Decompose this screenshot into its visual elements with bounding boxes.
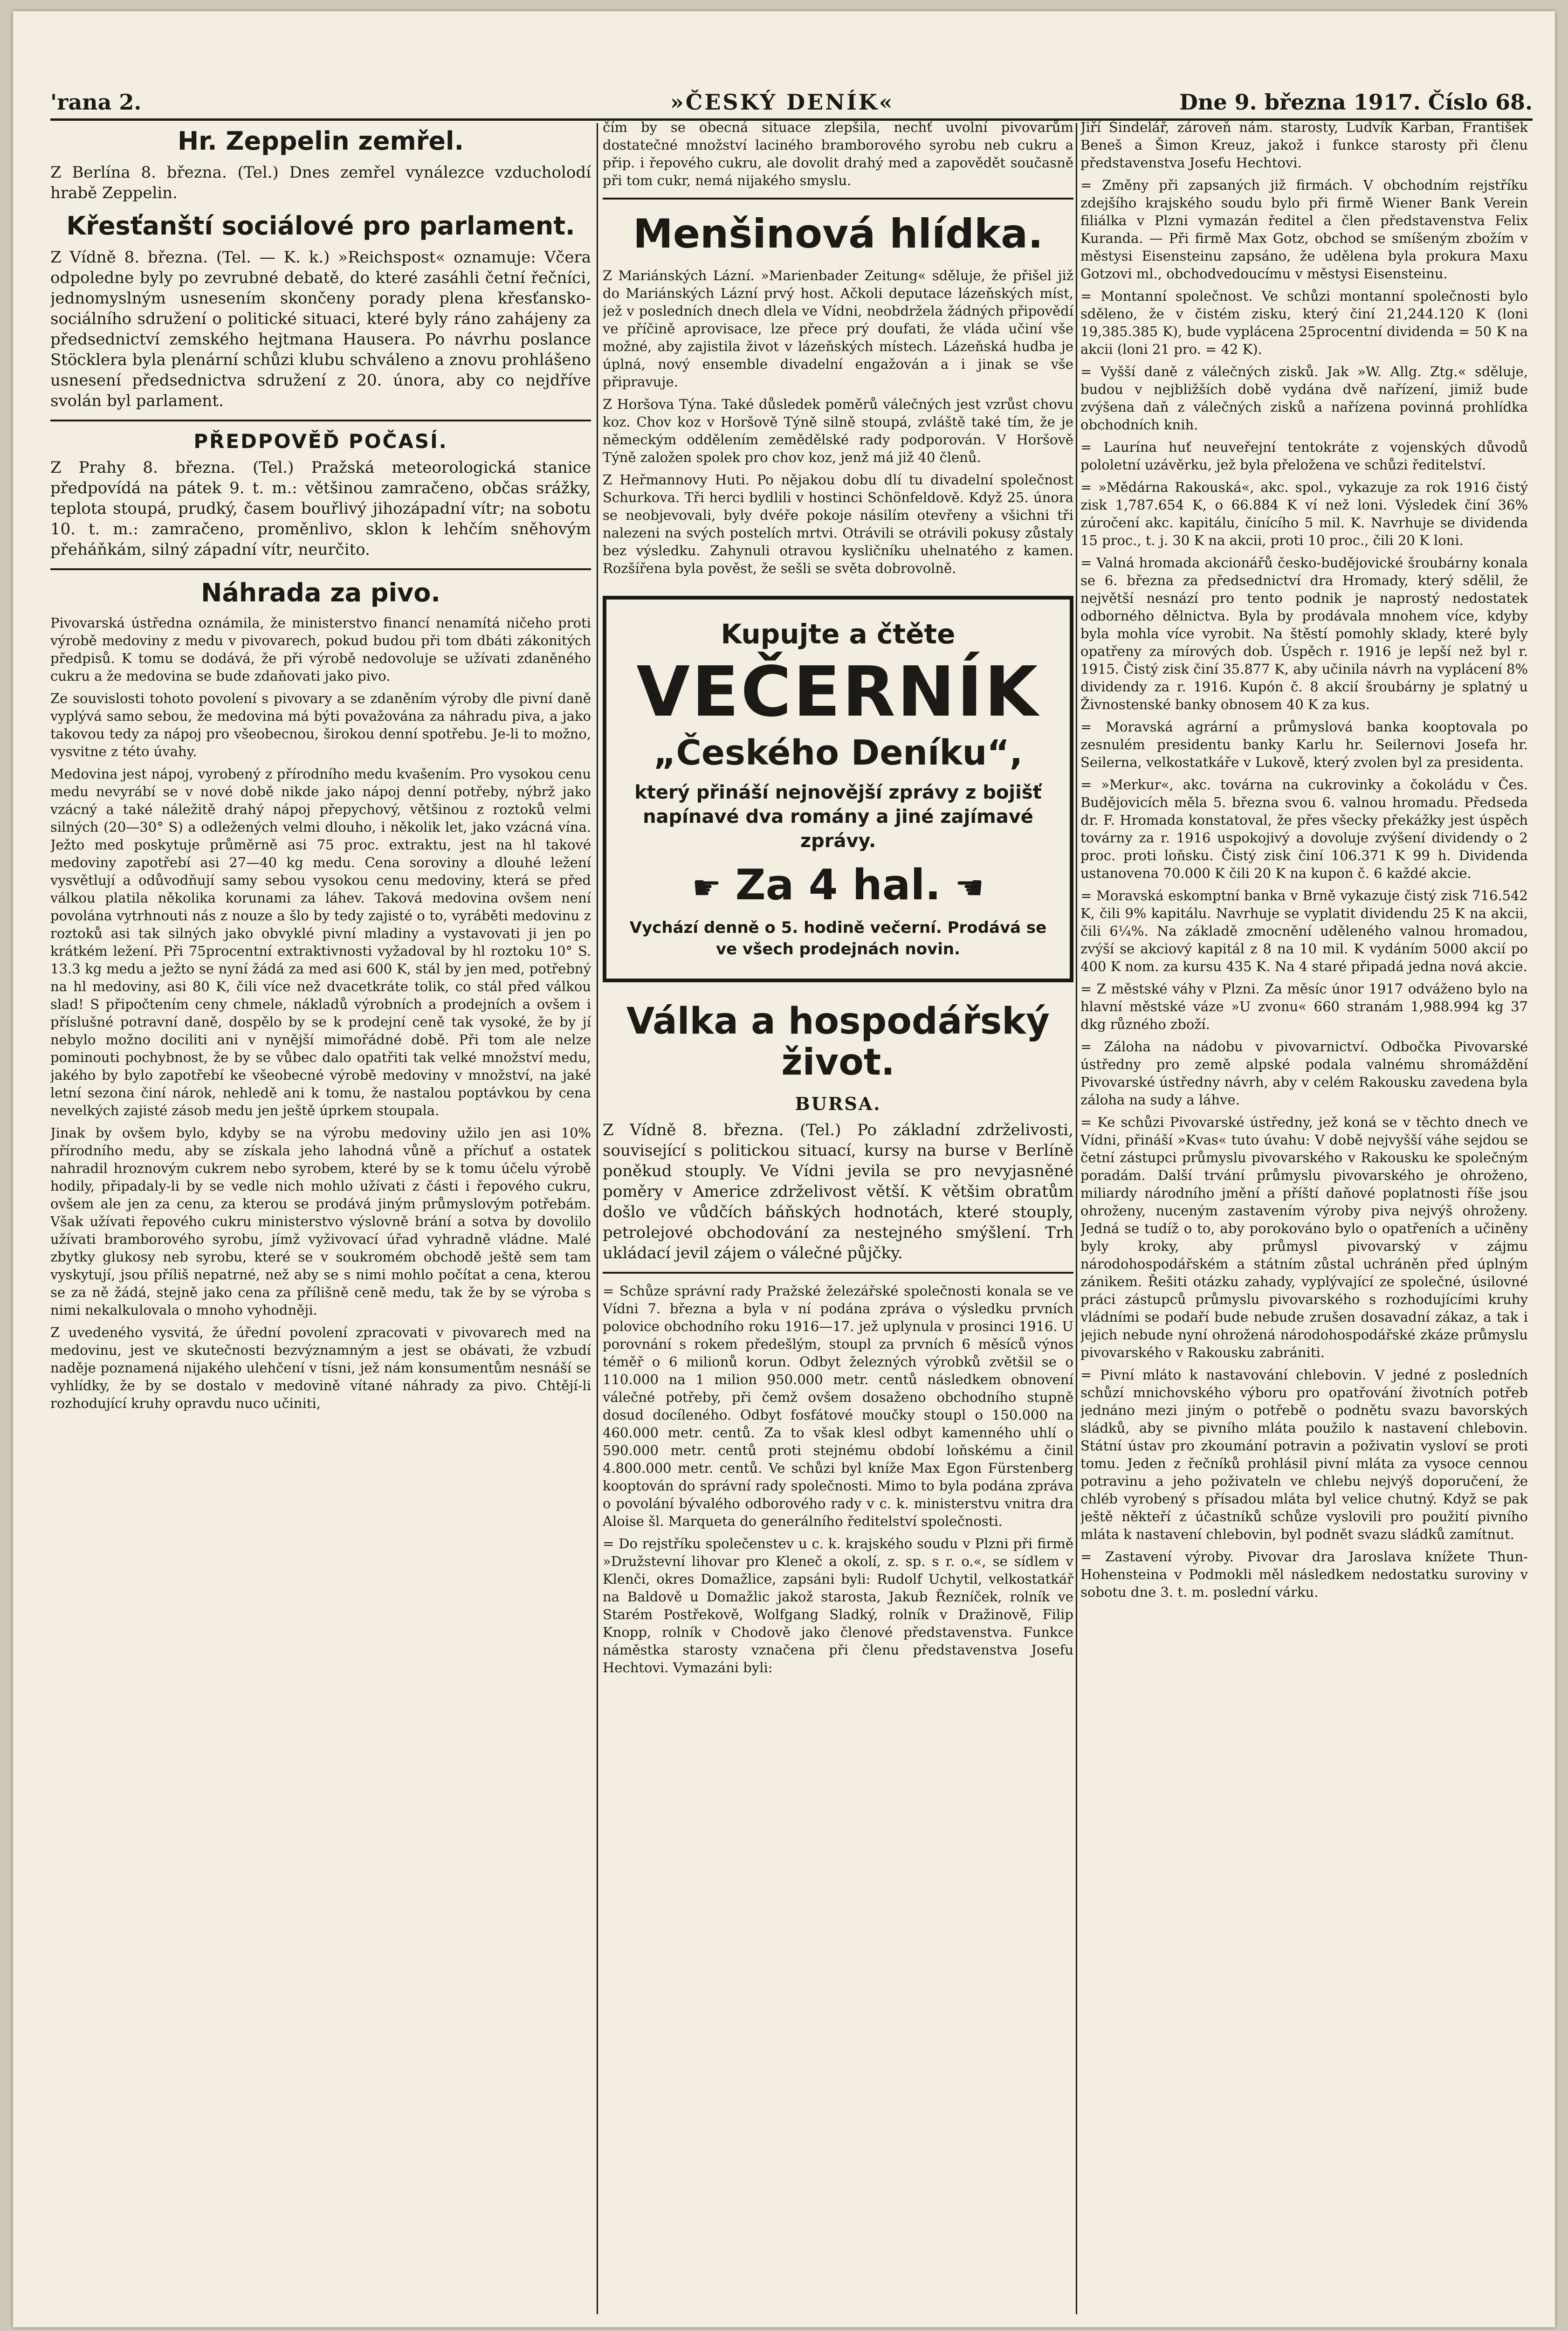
ad-line-vecernik: VEČERNÍK bbox=[636, 652, 1040, 732]
paragraph: = Vyšší daně z válečných zisků. Jak »W. Allg. Ztg.« sděluje, budou v nejbližších době vydána dvě nařízení, jimiž bude zvýšena daň z válečných zisků a nařízena povinná prohlídka obchodních knih. bbox=[1080, 364, 1528, 433]
issue-date: Dne 9. března 1917. Číslo 68. bbox=[1179, 90, 1533, 115]
paragraph: = Montanní společnost. Ve schůzi montanní společnosti bylo sděleno, že v čistém zisku, který činí 21,244.120 K (loni 19,385.385 K), bude vyplácena 25procentní dividenda = 50 K na akcii (loni 21 pro. = 42 K). bbox=[1080, 288, 1528, 357]
pointing-hand-left-icon: ☚ bbox=[955, 869, 984, 907]
paragraph: = Moravská agrární a průmyslová banka kooptovala po zesnulém presidentu banky Karlu hr. Seilernovi Josefa hr. Seilerna, velkostatkáře v Lukově, který zvolen byl za presidenta. bbox=[1080, 719, 1528, 770]
article-title-christian-socials: Křesťanští sociálové pro parlament. bbox=[66, 211, 575, 241]
newspaper-page bbox=[13, 11, 1555, 2327]
section-title-minority-watch: Menšinová hlídka. bbox=[633, 211, 1043, 257]
paragraph: Ze souvislosti tohoto povolení s pivovary a se zdaněním výroby dle pivní daně vyplývá samo sebou, že medovina má býti považována za náhradu piva, a jako takovou tedy za nápoj pro všeobecnou, širokou denní spotřebu. Je-li to možno, vysvitne z této úvahy. bbox=[50, 690, 591, 759]
paragraph: = Laurína huť neuveřejní tentokráte z vojenských důvodů pololetní uzávěrku, jež byla přeložena ve schůzi ředitelství. bbox=[1080, 439, 1528, 473]
article-title-weather: PŘEDPOVĚĎ POČASÍ. bbox=[193, 430, 448, 453]
paragraph: = Do rejstříku společenstev u c. k. krajského soudu v Plzni při firmě »Družstevní lihovar pro Kleneč a okolí, z. sp. s r. o.«, se sídlem v Klenči, okres Domažlice, zapsáni byli: Rudolf Uchytil, velkostatkář na Baldově u Domažlic jakož starosta, Jakub Řezníček, rolník ve Starém Postřekově, Wolfgang Sladký, rolník v Dražinově, Filip Knopp, rolník v Chodově jako členové představenstva. Funkce náměstka starosty vznačena při členu představenstva Josefu Hechtovi. Vymazáni byli: bbox=[603, 1536, 1073, 1676]
column-2 bbox=[603, 118, 1073, 2327]
paragraph: Z Mariánských Lázní. »Marienbader Zeitung« sděluje, že přišel již do Mariánských Lázní prvý host. Ačkoli deputace lázeňských míst, jež v posledních dnech dlela ve Vídni, neobdržela žádných připovědí ve příčině aprovisace, lze přece prý doufati, že vláda učiní vše možné, aby zajistila život v lázeňských místech. Lázeňská hudba je úplná, nový ensemble divadelní engažován a i jinak se vše připravuje. bbox=[603, 268, 1073, 390]
article-text-christian-socials: Z Vídně 8. března. (Tel. — K. k.) »Reichspost« oznamuje: Včera odpoledne byly po zevrubné debatě, do které zasáhli četní řečníci, jednomyslným usnesením skončeny porady plena křesťansko-sociálního sdružení o politické situaci, které byly ráno zahájeny za předsednictví zemského hejtmana Hausera. Po návrhu poslance Stöcklera byla plenární schůzi klubu schváleno a znovu prohlášeno usnesení předsednictva sdružení z 20. února, aby co nejdříve svolán byl parlament. bbox=[50, 248, 591, 410]
subsection-bursa: BURSA. bbox=[795, 1093, 881, 1114]
ad-line-price bbox=[620, 861, 1056, 910]
ad-price: Za 4 hal. bbox=[735, 861, 941, 910]
article-title-beer-substitute: Náhrada za pivo. bbox=[201, 578, 440, 607]
paragraph: = Ke schůzi Pivovarské ústředny, jež koná se v těchto dnech ve Vídni, přináší »Kvas« tuto úvahu: V době nejvyšší váhe sejdou se četní zástupci průmyslu pivovarského v Rakousku ke společným poradám. Další trvání průmyslu pivovarského je ohroženo, miliardy národního jmění a příští daňové poplatnosti říše jsou ohroženy, nuceným zastavením výroby piva nejvýš ohroženy. Jedná se tudíž o to, aby porokováno bylo o opatřeních a učiněny byly kroky, aby průmysl pivovarský v zájmu národohospodářském a státním zůstal uchráněn před úplným zánikem. Řešiti otázku zahady, vyplývající ze společné, úsilovné práci zástupců průmyslu pivovarského s rozhodujícími kruhy vládními se podaří bude nebude zrušen dosavadní zákaz, a tak i jejich nebude nyní ohrožená národohospodářské zkáze průmyslu pivovarského v Rakousku zabrániti. bbox=[1080, 1114, 1528, 1360]
paragraph: = Pivní mláto k nastavování chlebovin. V jedné z posledních schůzí mnichovského výboru pro opatřování životních potřeb jednáno mezi jiným o potřebě o podnětu svazu bavorských sládků, aby se pivního mláta použilo k nastavení chlebovin. Státní ústav pro zkoumání potravin a poživatin vysloví se proti tomu. Jeden z řečníků prohlásil pivní mláta za vysoce cennou potravinu a jeho poživateln ve chlebu nejvýš doporučení, že chléb vyrobený s přísadou mláta byl velice chutný. Když se pak ještě někteří z účastníků schůze vyslovili pro použití pivního mláta k nastavení chlebovin, byl podnět svazu sládků zamítnut. bbox=[1080, 1367, 1528, 1542]
article-text-zeppelin: Z Berlína 8. března. (Tel.) Dnes zemřel vynálezce vzducholodí hrabě Zeppelin. bbox=[50, 163, 591, 202]
separator bbox=[50, 420, 591, 421]
ad-line-publication-info: Vychází denně o 5. hodině večerní. Prodává se ve všech prodejnách novin. bbox=[629, 918, 1047, 959]
paragraph: = Zastavení výroby. Pivovar dra Jaroslava knížete Thun-Hohensteina v Podmokli měl následkem nedostatku suroviny v sobotu dne 3. t. m. poslední várku. bbox=[1080, 1549, 1528, 1600]
paragraph: = Záloha na nádobu v pivovarnictví. Odbočka Pivovarské ústředny pro země alpské podala valnému shromáždění Pivovarské ústředny návrh, aby v celém Rakousku zavedena byla záloha na sudy a láhve. bbox=[1080, 1039, 1528, 1108]
section-title-war-economy: Válka a hospodářský život. bbox=[626, 1000, 1050, 1083]
paragraph: Medovina jest nápoj, vyrobený z přírodního medu kvašením. Pro vysokou cenu medu nevyrábí se v nové době nikde jako nápoj denní potřeby, nýbrž jako vzácný a také náležitě drahý nápoj přepychový, většinou z roztoků velmi silných (20—30° S) a odležených velmi dlouho, i několik let, jako vzácná vína. Ježto med poskytuje průměrně asi 75 proc. extraktu, jest na hl takové medoviny zapotřebí asi 27—40 kg medu. Cena soroviny a dlouhé ležení vysvětlují a odůvodňují samy sebou vysokou cenu medoviny, která se před válkou platila několika korunami za láhev. Taková medovina ovšem není povolána vytrhnouti nás z nouze a šlo by tedy zajisté o to, vyráběti medovinu z roztoků asi tak silných jako obvyklé pivní mladiny a vystavovati ji jen po krátkém ležení. Při 75procentní extraktivnosti vyžadoval by hl roztoku 10° S. 13.3 kg medu a ježto se nyní žádá za med asi 600 K, stál by jen med, potřebný na hl medoviny, asi 80 K, čili více než dvacetkráte tolik, co stál před válkou slad! S připočtením ceny chmele, nákladů výrobních a prodejních a ovšem i příslušné potravní daně, dospělo by se k prodejní ceně tak vysoké, že by jí nebylo možno dociliti ani v nynější mimořádné době. Při tom ale nelze pominouti pochybnost, že by se vůbec dalo opatřiti tak velké množství medu, jakého by bylo zapotřebí ke všeobecné výrobě medoviny v množství, na jaké letní sezona činí nárok, nehledě ani k tomu, že nastalou poptávkou by cena nevelkých zajisté zásob medu jen ještě úprkem stoupala. bbox=[50, 766, 591, 1118]
continued-text: čím by se obecná situace zlepšila, nechť uvolní pivovarům dostatečné množství laciného bramborového syrobu neb cukru a přip. i řepového cukru, ale dovolit drahý med a zapovědět současně při tom cukr, nemá nijakého smyslu. bbox=[603, 119, 1073, 188]
column-1 bbox=[50, 118, 591, 2327]
paragraph: = Z městské váhy v Plzni. Za měsíc únor 1917 odváženo bylo na hlavní městské váze »U zvonu« 660 stranám 1,988.994 kg 37 dkg různého zboží. bbox=[1080, 981, 1528, 1032]
ad-line-buy-read: Kupujte a čtěte bbox=[721, 618, 956, 650]
separator bbox=[603, 198, 1073, 200]
column-divider-1 bbox=[597, 123, 598, 2314]
column-divider-2 bbox=[1076, 123, 1077, 2314]
newspaper-name: »ČESKÝ DENÍK« bbox=[670, 90, 894, 115]
ad-line-description: který přináší nejnovější zprávy z bojišť napínavé dva romány a jiné zajímavé zprávy. bbox=[634, 782, 1042, 852]
separator bbox=[50, 568, 591, 570]
column-3 bbox=[1080, 118, 1528, 2327]
page-header bbox=[50, 81, 1533, 118]
paragraph: = »Merkur«, akc. továrna na cukrovinky a čokoládu v Čes. Budějovicích měla 5. března svou 6. valnou hromadu. Předseda dr. F. Hromada konstatoval, že přes všecky překážky jest úspěch továrny za r. 1916 uspokojivý a dovoluje zvýšení dividendy o 2 proc. proti loňsku. Čistý zisk činí 106.371 K 99 h. Dividenda ustanovena 70.000 K čili 20 K na kupon č. 6 každé akcie. bbox=[1080, 777, 1528, 881]
paragraph: = Změny při zapsaných již firmách. V obchodním rejstříku zdejšího krajského soudu bylo při firmě Wiener Bank Verein filiálka v Plzni vymazán ředitel a člen představenstva Felix Kuranda. — Při firmě Max Gotz, obchod se smíšeným zbožím v městysi Eisensteinu zapsáno, že udělena byla prokura Maxu Gotzovi ml., obchodvedoucímu v městysi Eisensteinu. bbox=[1080, 177, 1528, 282]
article-text-weather: Z Prahy 8. března. (Tel.) Pražská meteorologická stanice předpovídá na pátek 9. t. m.: většinou zamračeno, občas srážky, teplota stoupá, prudký, časem bouřlivý jihozápadní vítr; na sobotu 10. t. m.: zamračeno, proměnlivo, sklon k lehčím sněhovým přeháňkám, silný západní vítr, neurčito. bbox=[50, 458, 591, 559]
paragraph: = Schůze správní rady Pražské železářské společnosti konala se ve Vídni 7. března a byla v ní podána zpráva o výsledku prvních polovice obchodního roku 1916—17. jež uplynula v prosinci 1916. U porovnání s rokem předešlým, stoupl za prvních 6 měsíců výnos téměř o 6 milionů korun. Odbyt železných výrobků zvětšil se o 110.000 na 1 milion 950.000 metr. centů následkem obnovení válečné potřeby, při čemž ovšem dosaženo obchodního stupně dosud docíleného. Odbyt fosfátové moučky stoupl o 150.000 na 460.000 metr. centů. Za to však klesl odbyt kamenného uhlí o 590.000 metr. centů proti stejnému období loňskému a činil 4.800.000 metr. centů. Ve schůzi byl kníže Max Egon Fürstenberg kooptován do správní rady společnosti. Mimo to byla podána zpráva o povolání bývalého odborového rady v c. k. ministerstvu vnitra dra Aloise šl. Marqueta do generálního ředitelství společnosti. bbox=[603, 1283, 1073, 1529]
pointing-hand-right-icon: ☛ bbox=[692, 869, 722, 907]
paragraph: Pivovarská ústředna oznámila, že ministerstvo financí nenamítá ničeho proti výrobě medoviny z medu v pivovarech, pokud budou při tom dbáti zákonitých předpisů. K tomu se dodává, že při výrobě nedovoluje se užívati zdaněného cukru a že medovina se bude zdaňovati jako pivo. bbox=[50, 615, 591, 684]
paragraph: Z Heřmannovy Huti. Po nějakou dobu dlí tu divadelní společnost Schurkova. Tři herci bydlili v hostinci Schönfeldově. Když 25. února se neobjevovali, byly dvéře pokoje násilím otevřeny a všichni tři nalezeni na svých postelích mrtvi. Otrávili se otrávili pokusy zůstaly bez výsledku. Zahynuli otravou kysličníku uhelnatého z kamen. Rozšířena byla pověst, že sešli se světa dobrovolně. bbox=[603, 472, 1073, 576]
vecernik-advertisement bbox=[603, 596, 1073, 982]
paragraph: = Moravská eskomptní banka v Brně vykazuje čistý zisk 716.542 K, čili 9% kapitálu. Navrhuje se vyplatit dividendu 25 K na akcii, čili 6¼%. Na základě zmocnění uděleného valnou hromadou, zvýší se akciový kapitál z 8 na 10 mil. K vydáním 5000 akcií po 400 K nom. za kursu 435 K. Na 4 staré připadá jedna nová akcie. bbox=[1080, 888, 1528, 974]
paragraph: Jinak by ovšem bylo, kdyby se na výrobu medoviny užilo jen asi 10% přírodního medu, aby se získala jeho lahodná vůně a příchuť a ostatek nahradil hroznovým cukrem nebo syrobem, které by se k tomu účelu výrobě hodily, připadaly-li by se vedle nich mohlo užívati z části i řepového cukru, ovšem ale jen za cenu, za kterou se prodává jiným průmyslovým potřebám. Však užívati řepového cukru ministerstvo výslovně brání a sotva by dovolilo užívati bramborového syrobu, jímž vyživovací úřad vyhradně vládne. Malé zbytky glukosy neb syrobu, které se v soukromém obchodě ještě sem tam vyskytují, jsou příliš nepatrné, než aby se s nimi mohlo počítat a cena, kterou se za ně žádá, stejně jako cena za přílišně ceně medu, tak že by se výroba s nimi nekalkulovala o mnoho vyhodněji. bbox=[50, 1125, 591, 1318]
paragraph: = »Mědárna Rakouská«, akc. spol., vykazuje za rok 1916 čistý zisk 1,787.654 K, o 66.884 K ví než loni. Výsledek činí 36% zúročení akc. kapitálu, činícího 5 mil. K. Navrhuje se dividenda 15 proc., t. j. 30 K na akcii, proti 10 proc., čili 20 K loni. bbox=[1080, 479, 1528, 548]
paragraph: Z Vídně 8. března. (Tel.) Po základní zdrželivosti, související s politickou situací, kursy na burse v Berlíně poněkud stouply. Ve Vídni jevila se pro nevyjasněné poměry v Americe zdrželivost větší. K většim obratům došlo ve vůdčích báňských hodnotách, které stouply, petrolejové obchodování za nestejného smýšlení. Trh ukládací jevil zájem o válečné půjčky. bbox=[603, 1121, 1073, 1262]
ad-line-cesky-denik: „Českého Deníku“, bbox=[653, 733, 1023, 773]
page-number: 'rana 2. bbox=[50, 90, 142, 115]
separator bbox=[603, 1272, 1073, 1274]
paragraph: = Valná hromada akcionářů česko-budějovické šroubárny konala se 6. března za předsednictví dra Hromady, který sdělil, že největší nesnází pro tento podnik je naprostý nedostatek odborného dělnictva. Byla by prodávala mnohem více, kdyby byla mohla více vyrobit. Na štěstí pomohly sklady, které byly opatřeny za mírových dob. Úspěch r. 1916 je lepší než byl r. 1915. Čistý zisk činí 35.877 K, aby učinila návrh na vyplácení 8% dividendy za r. 1916. Kupón č. 8 akcií šroubárny je splatný u Živnostenské banky obnosem 40 K za kus. bbox=[1080, 555, 1528, 712]
paragraph: Jiří Šindelář, zároveň nám. starosty, Ludvík Karban, František Beneš a Šimon Kreuz, jakož i funkce starosty při členu představenstva Josefu Hechtovi. bbox=[1080, 119, 1528, 171]
article-body-beer-substitute bbox=[50, 614, 591, 1412]
paragraph: Z uvedeného vysvitá, že úřední povolení zpracovati v pivovarech med na medovinu, jest ve skutečnosti bezvýznamným a jest se obávati, že vzbudí naděje poznamená nijakého ulehčení v tísni, jež nám konsumentům nesnáší se vyhlídky, že by se dostalo v medovině vítané náhrady za pivo. Chtějí-li rozhodující kruhy opravdu nuco učiniti, bbox=[50, 1324, 591, 1411]
paragraph: Z Horšova Týna. Také důsledek poměrů válečných jest vzrůst chovu koz. Chov koz v Horšově Týně silně stoupá, zvláště také tím, že je německým oddělením zemědělské rady podporován. V Horšově Týně založen spolek pro chov koz, jenž má již 40 členů. bbox=[603, 396, 1073, 465]
article-title-zeppelin: Hr. Zeppelin zemřel. bbox=[177, 126, 464, 156]
